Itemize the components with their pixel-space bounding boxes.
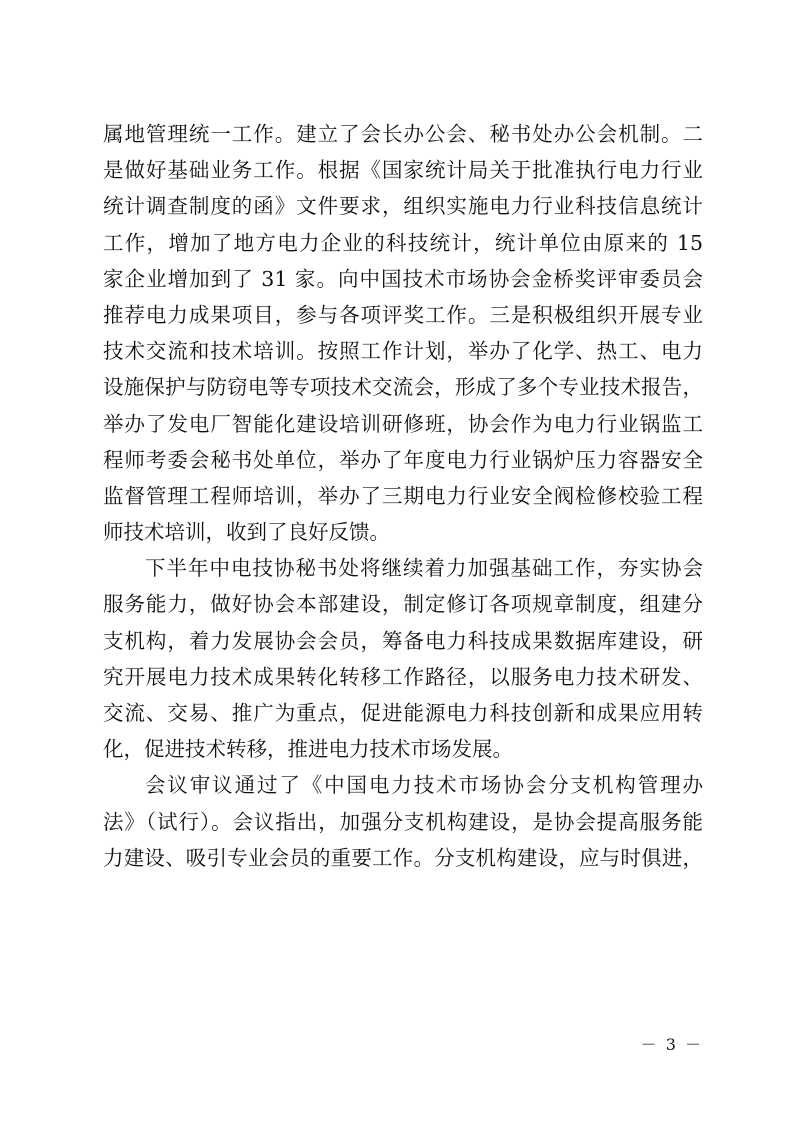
text-line: 程师考委会秘书处单位，举办了年度电力行业锅炉压力容器安全: [103, 447, 703, 472]
body-text: [103, 116, 703, 876]
text-line: 统计调查制度的函》文件要求，组织实施电力行业科技信息统计: [103, 194, 703, 219]
page-number: － 3 －: [640, 1035, 703, 1054]
paragraph-first-line: 下半年中电技协秘书处将继续着力加强基础工作，夯实协会: [145, 556, 703, 581]
text-line: 设施保护与防窃电等专项技术交流会，形成了多个专业技术报告，: [103, 375, 703, 400]
text-line: 工作，增加了地方电力企业的科技统计，统计单位由原来的 15: [103, 230, 703, 255]
text-line: 服务能力，做好协会本部建设，制定修订各项规章制度，组建分: [103, 592, 703, 617]
text-line: 举办了发电厂智能化建设培训研修班，协会作为电力行业锅监工: [103, 411, 703, 436]
text-line: 法》（试行）。会议指出，加强分支机构建设，是协会提高服务能: [103, 809, 703, 834]
text-line: 技术交流和技术培训。按照工作计划，举办了化学、热工、电力: [103, 339, 703, 364]
text-line: 家企业增加到了 31 家。向中国技术市场协会金桥奖评审委员会: [103, 266, 703, 291]
text-line: 支机构，着力发展协会会员，筹备电力科技成果数据库建设，研: [103, 628, 703, 653]
text-line: 师技术培训，收到了良好反馈。: [103, 520, 390, 545]
text-line: 究开展电力技术成果转化转移工作路径，以服务电力技术研发、: [103, 664, 703, 689]
text-line: 化，促进技术转移，推进电力技术市场发展。: [103, 737, 513, 762]
paragraph-first-line: 会议审议通过了《中国电力技术市场协会分支机构管理办: [145, 773, 703, 798]
text-line: 交流、交易、推广为重点，促进能源电力科技创新和成果应用转: [103, 701, 703, 725]
text-line: 力建设、吸引专业会员的重要工作。分支机构建设，应与时俱进，: [103, 845, 703, 870]
text-line: 监督管理工程师培训，举办了三期电力行业安全阀检修校验工程: [103, 483, 703, 508]
text-line: 推荐电力成果项目，参与各项评奖工作。三是积极组织开展专业: [103, 302, 703, 327]
text-line: 是做好基础业务工作。根据《国家统计局关于批准执行电力行业: [103, 158, 703, 183]
text-line: 属地管理统一工作。建立了会长办公会、秘书处办公会机制。二: [103, 122, 703, 146]
